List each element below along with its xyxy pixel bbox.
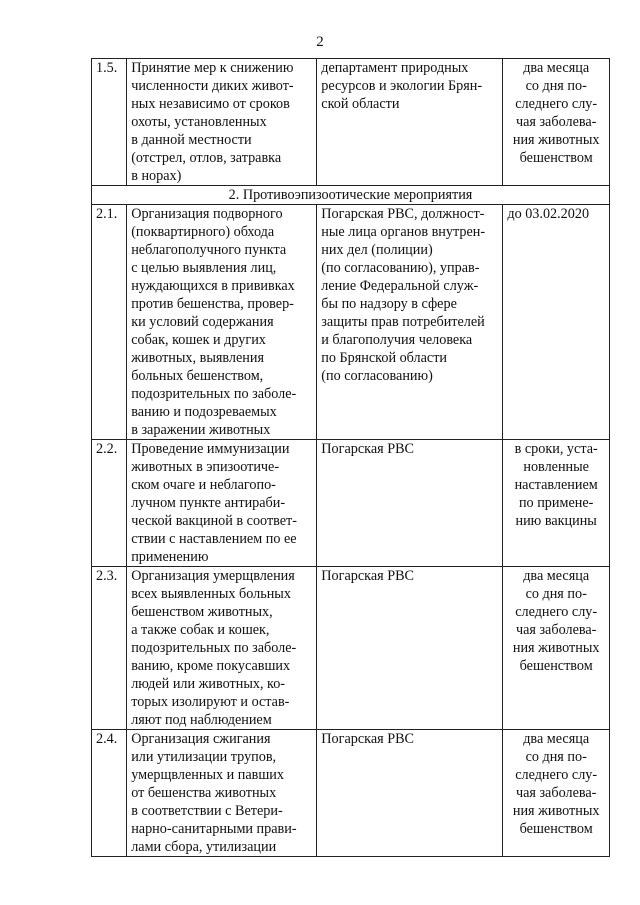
deadline-cell [503, 59, 610, 186]
measure-cell-line: ляют под наблюдением [131, 712, 272, 728]
executor-cell [317, 59, 503, 186]
measure-cell-line: всех выявленных больных [131, 586, 291, 602]
table-row [92, 730, 610, 857]
deadline-cell-line: со дня по- [525, 749, 587, 765]
item-number: 1.5. [92, 59, 127, 186]
deadline-cell-line: бешенством [519, 150, 593, 166]
measure-cell-line: ствии с наставлением по ее [131, 531, 297, 547]
measure-cell-line: умерщвленных и павших [131, 767, 284, 783]
measure-cell-line: в заражении животных [131, 422, 271, 438]
table-row [92, 567, 610, 730]
deadline-cell-line: следнего слу- [515, 767, 598, 783]
measure-cell-line: Организация подворного [131, 206, 283, 222]
measure-cell [127, 59, 317, 186]
deadline-cell-line: бешенством [519, 821, 593, 837]
executor-cell [317, 440, 503, 567]
deadline-cell-line: до 03.02.2020 [507, 206, 590, 222]
executor-cell-line: Погарская РВС, должност- [321, 206, 485, 222]
executor-cell-line: по Брянской области [321, 350, 448, 366]
deadline-cell-line: чая заболева- [515, 622, 597, 638]
measures-table-body [92, 59, 610, 857]
item-number: 2.3. [92, 567, 127, 730]
deadline-cell [503, 567, 610, 730]
executor-cell-line: и благополучия человека [321, 332, 473, 348]
executor-cell-line: бы по надзору в сфере [321, 296, 457, 312]
measure-cell-line: охоты, установленных [131, 114, 267, 130]
section-title: 2. Противоэпизоотические мероприятия [92, 186, 610, 205]
deadline-cell-line: два месяца [523, 731, 590, 747]
measure-cell-line: Принятие мер к снижению [131, 60, 294, 76]
measure-cell-line: Организация сжигания [131, 731, 271, 747]
deadline-cell-line: ния животных [512, 640, 600, 656]
executor-cell-line: ление Федеральной служ- [321, 278, 479, 294]
section-row [92, 186, 610, 205]
measure-cell-line: ском очаге и неблагопо- [131, 477, 276, 493]
measure-cell-line: с целью выявления лиц, [131, 260, 277, 276]
measure-cell-line: в соответствии с Ветери- [131, 803, 283, 819]
table-row [92, 59, 610, 186]
deadline-cell-line: наставлением [514, 477, 598, 493]
measure-cell-line: нарно-санитарными прави- [131, 821, 297, 837]
deadline-cell-line: ния животных [512, 803, 600, 819]
deadline-cell [503, 440, 610, 567]
measure-cell-line: ческой вакциной в соответ- [131, 513, 297, 529]
executor-cell-line: (по согласованию) [321, 368, 433, 384]
page-number: 2 [316, 34, 324, 50]
deadline-cell-line: чая заболева- [515, 114, 597, 130]
executor-cell [317, 730, 503, 857]
deadline-cell-line: в сроки, уста- [514, 441, 598, 457]
measure-cell-line: лами сбора, утилизации [131, 839, 277, 855]
measure-cell-line: животных в эпизоотиче- [131, 459, 280, 475]
item-number: 2.2. [92, 440, 127, 567]
measure-cell-line: торых изолируют и остав- [131, 694, 290, 710]
measure-cell-line: а также собак и кошек, [131, 622, 270, 638]
executor-cell-line: ресурсов и экологии Брян- [321, 78, 483, 94]
measure-cell-line: подозрительных по заболе- [131, 640, 297, 656]
deadline-cell-line: бешенством [519, 658, 593, 674]
measure-cell-line: или утилизации трупов, [131, 749, 277, 765]
measure-cell-line: бешенством животных, [131, 604, 273, 620]
executor-cell-line: Погарская РВС [321, 731, 415, 747]
deadline-cell-line: два месяца [523, 568, 590, 584]
measure-cell-line: Организация умерщвления [131, 568, 295, 584]
measure-cell-line: нуждающихся в прививках [131, 278, 295, 294]
measure-cell-line: неблагополучного пункта [131, 242, 287, 258]
deadline-cell-line: два месяца [523, 60, 590, 76]
measure-cell-line: ванию, кроме покусавших [131, 658, 291, 674]
executor-cell-line: защиты прав потребителей [321, 314, 485, 330]
executor-cell [317, 567, 503, 730]
measure-cell-line: подозрительных по заболе- [131, 386, 297, 402]
measure-cell-line: (поквартирного) обхода [131, 224, 275, 240]
measure-cell-line: применению [131, 549, 209, 565]
executor-cell-line: Погарская РВС [321, 441, 415, 457]
executor-cell-line: департамент природных [321, 60, 469, 76]
measure-cell-line: против бешенства, провер- [131, 296, 294, 312]
measure-cell-line: лучном пункте антираби- [131, 495, 286, 511]
deadline-cell-line: ния животных [512, 132, 600, 148]
measures-table [91, 58, 610, 857]
deadline-cell [503, 730, 610, 857]
deadline-cell-line: нию вакцины [515, 513, 597, 529]
measure-cell-line: в норах) [131, 168, 182, 184]
deadline-cell-line: следнего слу- [515, 604, 598, 620]
item-number: 2.4. [92, 730, 127, 857]
deadline-cell-line: следнего слу- [515, 96, 598, 112]
deadline-cell-line: по примене- [518, 495, 594, 511]
measure-cell-line: ных независимо от сроков [131, 96, 290, 112]
deadline-cell-line: со дня по- [525, 78, 587, 94]
measure-cell-line: (отстрел, отлов, затравка [131, 150, 282, 166]
measure-cell-line: ки условий содержания [131, 314, 274, 330]
measure-cell [127, 567, 317, 730]
deadline-cell-line: новленные [523, 459, 589, 475]
executor-cell-line: (по согласованию), управ- [321, 260, 480, 276]
executor-cell-line: ской области [321, 96, 400, 112]
table-row [92, 440, 610, 567]
measure-cell [127, 730, 317, 857]
deadline-cell-line: со дня по- [525, 586, 587, 602]
measure-cell [127, 440, 317, 567]
executor-cell-line: Погарская РВС [321, 568, 415, 584]
measure-cell-line: больных бешенством, [131, 368, 264, 384]
item-number: 2.1. [92, 205, 127, 440]
measure-cell-line: в данной местности [131, 132, 252, 148]
deadline-cell-line: чая заболева- [515, 785, 597, 801]
measure-cell-line: собак, кошек и других [131, 332, 266, 348]
executor-cell-line: них дел (полиции) [321, 242, 433, 258]
executor-cell-line: ные лица органов внутрен- [321, 224, 486, 240]
deadline-cell [503, 205, 610, 440]
measure-cell [127, 205, 317, 440]
measure-cell-line: Проведение иммунизации [131, 441, 290, 457]
measure-cell-line: людей или животных, ко- [131, 676, 286, 692]
measure-cell-line: численности диких живот- [131, 78, 294, 94]
measure-cell-line: от бешенства животных [131, 785, 277, 801]
measure-cell-line: ванию и подозреваемых [131, 404, 277, 420]
measure-cell-line: животных, выявления [131, 350, 264, 366]
executor-cell [317, 205, 503, 440]
table-row [92, 205, 610, 440]
